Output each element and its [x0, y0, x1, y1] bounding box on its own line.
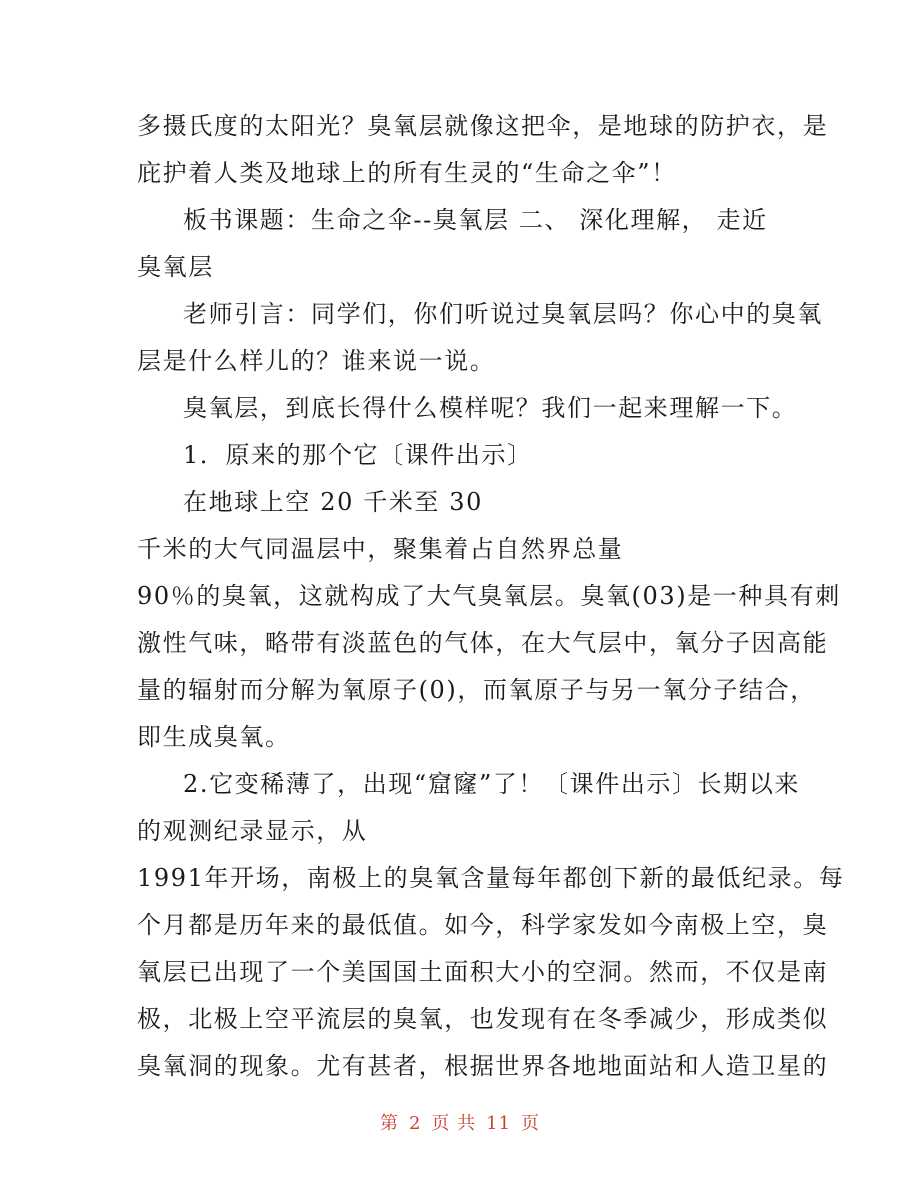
text-line: 臭氧层，到底长得什么模样呢？我们一起来理解一下。 [183, 394, 798, 422]
page-footer [0, 1112, 920, 1136]
text-line: 氧层已出现了一个美国国土面积大小的空洞。然而，不仅是南 [137, 958, 829, 986]
text-line: 2.它变稀薄了，出现“窟窿”了！〔课件出示〕长期以来 [183, 770, 801, 798]
text-line: 1991年开场，南极上的臭氧含量每年都创下新的最低纪录。每 [137, 864, 845, 892]
text-line: 庇护着人类及地球上的所有生灵的“生命之伞”！ [137, 159, 677, 187]
text-line: 的观测纪录显示，从 [137, 817, 368, 845]
footer-prefix: 第 [379, 1113, 399, 1134]
text-line: 1．原来的那个它〔课件出示〕 [183, 441, 533, 469]
text-line: 老师引言：同学们，你们听说过臭氧层吗？你心中的臭氧 [183, 300, 823, 328]
footer-suffix: 页 [521, 1113, 541, 1134]
text-line: 即生成臭氧。 [137, 723, 291, 751]
text-line: 板书课题：生命之伞--臭氧层 二、 深化理解， 走近 [183, 206, 768, 234]
text-line: 在地球上空 20 千米至 30 [183, 488, 483, 516]
text-line: 多摄氏度的太阳光？臭氧层就像这把伞，是地球的防护衣，是 [137, 112, 829, 140]
text-line: 臭氧层 [137, 253, 214, 281]
page-number: 2 [408, 1113, 422, 1134]
text-line: 90％的臭氧，这就构成了大气臭氧层。臭氧(03)是一种具有刺 [137, 582, 841, 610]
text-line: 千米的大气同温层中，聚集着占自然界总量 [137, 535, 624, 563]
text-line: 臭氧洞的现象。尤有甚者，根据世界各地地面站和人造卫星的 [137, 1052, 829, 1080]
text-line: 量的辐射而分解为氧原子(0)，而氧原子与另一氧分子结合， [137, 676, 816, 704]
text-line: 极，北极上空平流层的臭氧，也发现有在冬季减少，形成类似 [137, 1005, 829, 1033]
text-line: 个月都是历年来的最低值。如今，科学家发如今南极上空，臭 [137, 911, 829, 939]
total-pages: 11 [486, 1113, 512, 1134]
text-line: 激性气味，略带有淡蓝色的气体，在大气层中，氧分子因高能 [137, 629, 829, 657]
text-line: 层是什么样儿的？谁来说一说。 [137, 347, 496, 375]
footer-middle: 页 共 [431, 1113, 477, 1134]
